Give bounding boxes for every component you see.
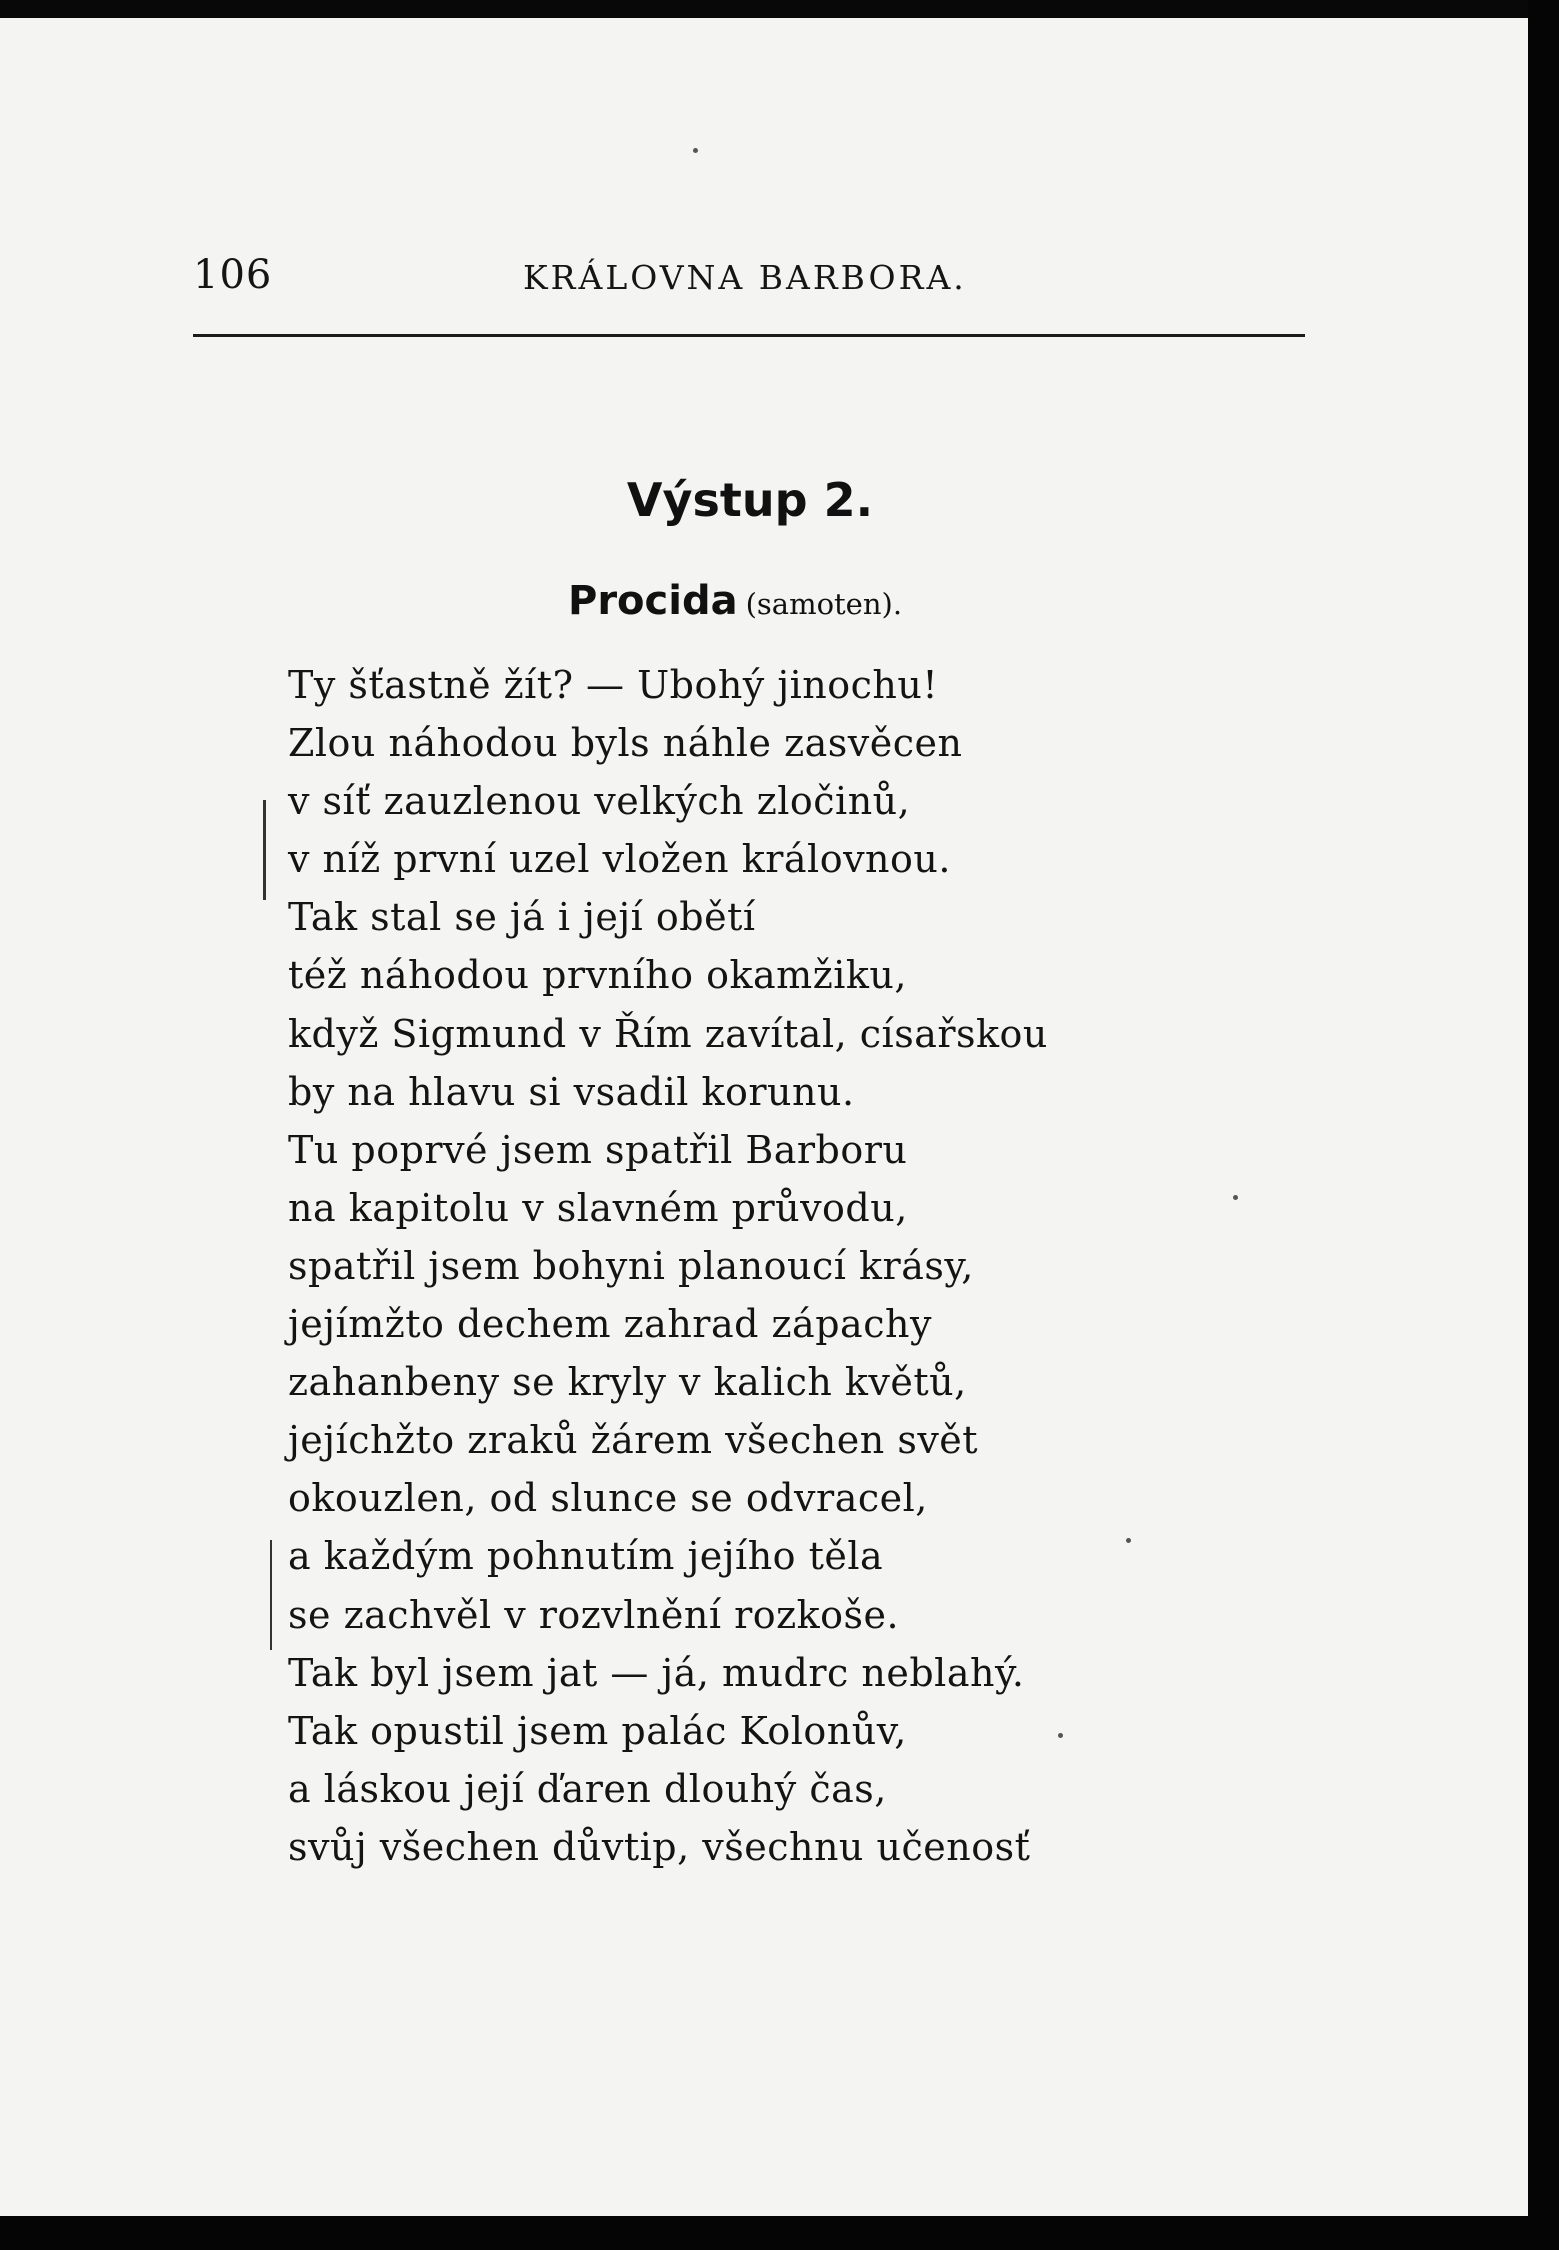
verse-line: na kapitolu v slavném průvodu, xyxy=(288,1185,908,1230)
paper-speck xyxy=(693,148,698,153)
verse-line: v níž první uzel vložen královnou. xyxy=(288,837,951,882)
verse-line: se zachvěl v rozvlnění rozkoše. xyxy=(288,1592,900,1637)
scan-border-bottom xyxy=(0,2216,1559,2250)
speaker-name: Procida xyxy=(568,578,738,624)
paper-speck xyxy=(1126,1538,1131,1543)
margin-mark xyxy=(270,1540,272,1650)
speaker-line xyxy=(568,578,902,624)
paper-speck xyxy=(1058,1733,1063,1738)
scan-border-right xyxy=(1528,0,1559,2250)
margin-mark xyxy=(263,800,266,900)
verse-line: Tak opustil jsem palác Kolonův, xyxy=(288,1708,907,1753)
verse-block xyxy=(288,656,1048,1876)
verse-line: když Sigmund v Řím zavítal, císařskou xyxy=(288,1011,1048,1056)
verse-line: též náhodou prvního okamžiku, xyxy=(288,953,907,998)
running-title: KRÁLOVNA BARBORA. xyxy=(523,258,967,297)
verse-line: spatřil jsem bohyni planoucí krásy, xyxy=(288,1243,974,1288)
verse-line: a láskou její ďaren dlouhý čas, xyxy=(288,1766,887,1811)
scan-border-top xyxy=(0,0,1559,18)
page-number: 106 xyxy=(193,252,273,298)
verse-line: svůj všechen důvtip, všechnu učenosť xyxy=(288,1824,1031,1869)
verse-line: okouzlen, od slunce se odvracel, xyxy=(288,1476,928,1521)
verse-line: Tak stal se já i její obětí xyxy=(288,895,756,940)
verse-line: Tak byl jsem jat — já, mudrc neblahý. xyxy=(288,1650,1025,1695)
verse-line: a každým pohnutím jejího těla xyxy=(288,1534,884,1579)
header-rule xyxy=(193,334,1305,337)
verse-line: Ty šťastně žít? — Ubohý jinochu! xyxy=(288,663,939,707)
verse-line: jejímžto dechem zahrad zápachy xyxy=(288,1302,932,1347)
running-head xyxy=(193,252,1303,308)
paper-speck xyxy=(1233,1195,1238,1200)
scene-title-text: Výstup 2. xyxy=(626,473,874,527)
verse-line: Zlou náhodou byls náhle zasvěcen xyxy=(288,721,963,766)
verse-line: by na hlavu si vsadil korunu. xyxy=(288,1069,855,1114)
verse-line: Tu poprvé jsem spatřil Barboru xyxy=(288,1127,908,1172)
verse-line: zahanbeny se kryly v kalich květů, xyxy=(288,1360,967,1405)
verse-line: v síť zauzlenou velkých zločinů, xyxy=(288,779,911,824)
speaker-note: (samoten). xyxy=(745,587,903,621)
scene-title xyxy=(0,473,1500,527)
verse-line: jejíchžto zraků žárem všechen svět xyxy=(288,1418,979,1463)
